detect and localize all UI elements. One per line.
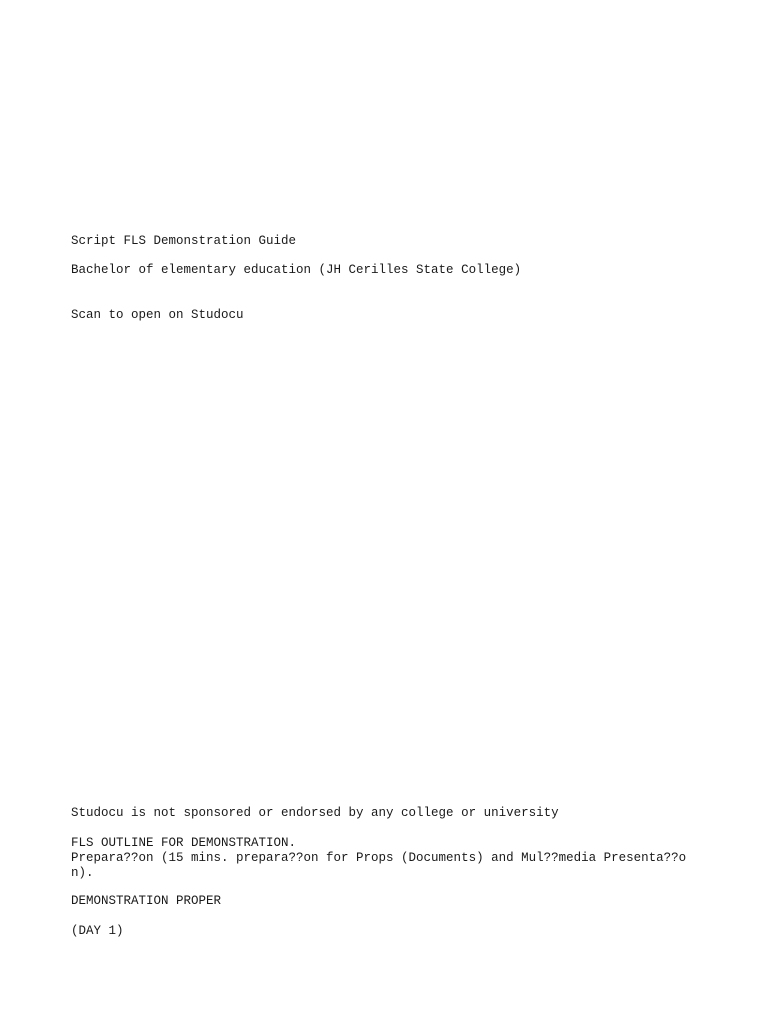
- course-subtitle: Bachelor of elementary education (JH Cerilles State College): [71, 263, 522, 277]
- scan-prompt: Scan to open on Studocu: [71, 308, 244, 322]
- day-label: (DAY 1): [71, 924, 124, 938]
- preparation-text: Prepara??on (15 mins. prepara??on for Props (Documents) and Mul??media Presenta??on).: [71, 851, 687, 880]
- demonstration-proper-heading: DEMONSTRATION PROPER: [71, 894, 222, 908]
- document-title: Script FLS Demonstration Guide: [71, 234, 297, 248]
- outline-heading: FLS OUTLINE FOR DEMONSTRATION.: [71, 836, 297, 850]
- disclaimer-text: Studocu is not sponsored or endorsed by any college or university: [71, 806, 559, 820]
